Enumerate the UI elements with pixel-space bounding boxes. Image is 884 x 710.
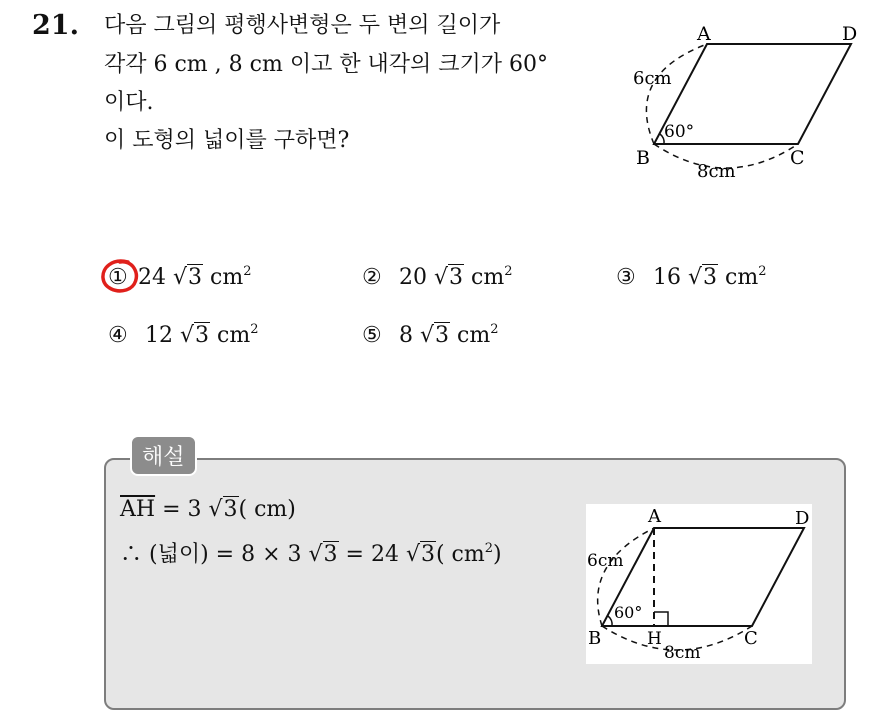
label-b: B — [636, 147, 650, 169]
label-h: H — [647, 629, 662, 649]
label-d: D — [795, 508, 810, 529]
choice-1[interactable]: ① 24 √3 $cm^2$ — [108, 264, 252, 290]
label-side-ab: 6cm — [587, 551, 624, 571]
label-a: A — [697, 23, 711, 45]
label-b: B — [588, 628, 602, 649]
choice-mark: ⑤ — [362, 323, 382, 348]
choice-5[interactable]: ⑤ 8 √3 $cm^2$ — [362, 322, 499, 348]
choice-4[interactable]: ④ 12 √3 $cm^2$ — [108, 322, 259, 348]
question-line-1: 다음 그림의 평행사변형은 두 변의 길이가 — [104, 13, 501, 38]
label-side-bc: 8cm — [697, 161, 736, 182]
choice-mark: ② — [362, 265, 382, 290]
label-angle: 60° — [664, 122, 695, 142]
choice-mark: ① — [108, 265, 128, 290]
label-angle: 60° — [614, 603, 643, 622]
solution-tag: 해설 — [130, 435, 197, 476]
right-angle-mark — [654, 612, 668, 626]
choice-mark: ③ — [616, 265, 636, 290]
choice-2[interactable]: ② 20 √3 $cm^2$ — [362, 264, 513, 290]
selected-answer-circle — [98, 256, 150, 296]
solution-line-2: ∴ (넓이) = 8 × 3 √3 = 24 √3( $cm^2$) — [120, 541, 502, 567]
question-line-3: 이다. — [104, 90, 154, 115]
solution-line-1: $\overline{AH} = 3$ √3( cm) — [120, 497, 296, 522]
segment-ah: $\overline{AH}$ — [120, 497, 156, 522]
label-c: C — [744, 628, 758, 649]
angle-arc — [608, 616, 612, 626]
label-a: A — [648, 506, 661, 527]
solution-parallelogram-figure — [586, 504, 812, 664]
label-d: D — [842, 23, 858, 45]
label-side-ab: 6cm — [633, 68, 672, 89]
choice-mark: ④ — [108, 323, 128, 348]
question-line-4: 이 도형의 넓이를 구하면? — [104, 128, 350, 153]
solution-figure-panel — [586, 504, 812, 664]
question-number: 21. — [32, 10, 79, 41]
question-line-2: 각각 6 cm , 8 cm 이고 한 내각의 크기가 60° — [104, 52, 549, 77]
choice-3[interactable]: ③ 16 √3 $cm^2$ — [616, 264, 767, 290]
label-side-bc: 8cm — [664, 643, 701, 663]
label-c: C — [790, 147, 805, 169]
parallelogram-figure — [620, 20, 870, 195]
